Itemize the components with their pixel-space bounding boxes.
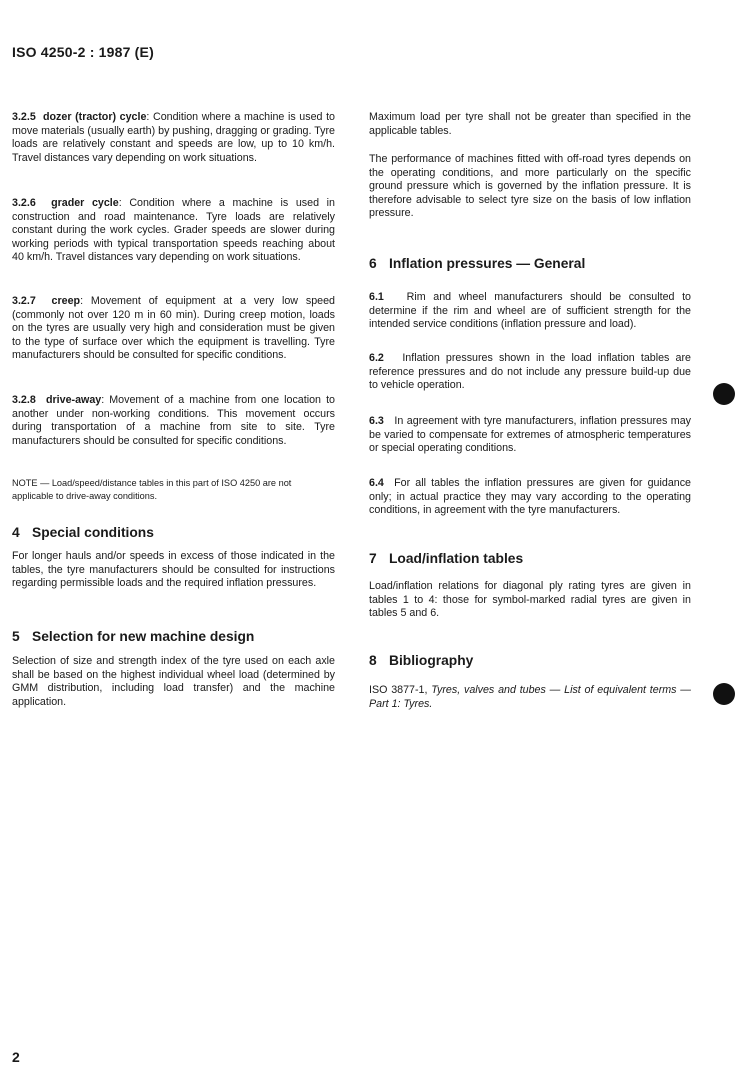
clause-term: drive-away <box>45 394 102 406</box>
clause-text: Inflation pressures shown in the load inflation tables are reference pressures and do not include any pressure build-up due to vehicle operation. <box>369 352 691 392</box>
section-title: Bibliography <box>389 653 474 668</box>
section-number: 7 <box>369 551 377 566</box>
section-8-heading <box>369 653 473 669</box>
clause-number: 6.4 <box>369 477 384 489</box>
clause-text: For all tables the inflation pressures are given for guidance only; in actual practice they may vary according to the operating conditions, in agreement with the tyre manufacturers. <box>369 477 691 517</box>
clause-6-3 <box>369 415 691 456</box>
clause-term: dozer (tractor) cycle <box>42 111 147 123</box>
reference-title: Tyres, valves and tubes — List of equivalent terms — Part 1: Tyres. <box>369 684 691 710</box>
clause-3-2-8 <box>12 394 335 448</box>
clause-text: : Condition where a machine is used to move materials (usually earth) by pushing, dragging or grading. Tyre loads are relatively constant and speeds are low, up to 10 km/h. Travel distances vary depending on work situations. <box>12 111 335 164</box>
clause-number: 6.3 <box>369 415 384 427</box>
clause-term: grader cycle <box>51 197 119 209</box>
document-header: ISO 4250-2 : 1987 (E) <box>12 44 154 60</box>
bibliography-entry <box>369 684 691 711</box>
margin-bullet-icon <box>713 683 735 705</box>
clause-6-1 <box>369 291 691 332</box>
clause-6-4 <box>369 477 691 518</box>
clause-text: : Movement of equipment at a very low speed (commonly not over 120 m in 60 min). During creep motion, loads on the tyres are usually very high and consideration must be given to the type of surface over which the equipment is travelling. Tyre manufacturers should be consulted for specific conditions. <box>12 295 335 362</box>
intro-paragraph-2: The performance of machines fitted with off-road tyres depends on the operating conditions, and more particularly on the specific ground pressure which is governed by the inflation pressure. It is therefore advisable to select tyre size on the basis of low inflation pressure. <box>369 153 691 220</box>
section-number: 5 <box>12 629 20 644</box>
clause-number: 6.1 <box>369 291 384 303</box>
intro-paragraph-1: Maximum load per tyre shall not be greater than specified in the applicable tables. <box>369 111 691 137</box>
section-number: 6 <box>369 256 377 271</box>
section-7-text: Load/inflation relations for diagonal ply rating tyres are given in tables 1 to 4: those for symbol-marked radial tyres are given in tables 5 and 6. <box>369 580 691 620</box>
clause-term: creep <box>51 295 81 307</box>
clause-3-2-7 <box>12 295 335 363</box>
section-title: Inflation pressures — General <box>389 256 586 271</box>
clause-6-2 <box>369 352 691 393</box>
clause-number: 3.2.8 <box>12 394 36 406</box>
section-number: 8 <box>369 653 377 668</box>
section-4-text: For longer hauls and/or speeds in excess of those indicated in the tables, the tyre manufacturers should be consulted for instructions regarding permissible loads and the required inflation pressures. <box>12 550 335 590</box>
clause-text: : Condition where a machine is used in construction and road maintenance. Tyre loads are relatively constant during the work cycles. Grader speeds are slower during working periods with typical transportation speeds reaching about 40 km/h. Travel distances vary depending on work situations. <box>12 197 335 264</box>
clause-text: Rim and wheel manufacturers should be consulted to determine if the rim and wheel are of sufficient strength for the intended service conditions (inflation pressure and load). <box>369 291 691 331</box>
section-title: Special conditions <box>32 525 154 540</box>
clause-number: 3.2.7 <box>12 295 36 307</box>
section-title: Selection for new machine design <box>32 629 255 644</box>
note: NOTE — Load/speed/distance tables in this part of ISO 4250 are not applicable to drive-away conditions. <box>12 478 292 501</box>
clause-3-2-6 <box>12 197 335 265</box>
clause-3-2-5 <box>12 111 335 165</box>
clause-number: 3.2.6 <box>12 197 36 209</box>
section-4-heading <box>12 525 154 541</box>
margin-bullet-icon <box>713 383 735 405</box>
clause-number: 3.2.5 <box>12 111 36 123</box>
section-5-heading <box>12 629 254 645</box>
section-number: 4 <box>12 525 20 540</box>
clause-number: 6.2 <box>369 352 384 364</box>
clause-text: : Movement of a machine from one location to another under non-working conditions. This movement occurs during transportation of a machine from site to site. Tyre manufacturers should be consulted for specific conditions. <box>12 394 335 447</box>
section-7-heading <box>369 551 523 567</box>
section-6-heading <box>369 256 585 272</box>
clause-text: In agreement with tyre manufacturers, inflation pressures may be varied to compensate for extremes of atmospheric temperatures or special operating conditions. <box>369 415 691 455</box>
reference-number: ISO 3877-1, <box>369 684 428 696</box>
page-number: 2 <box>12 1049 20 1065</box>
section-5-text: Selection of size and strength index of the tyre used on each axle shall be based on the highest individual wheel load (determined by GMM distribution, including load transfer) and the machine application. <box>12 655 335 708</box>
section-title: Load/inflation tables <box>389 551 524 566</box>
